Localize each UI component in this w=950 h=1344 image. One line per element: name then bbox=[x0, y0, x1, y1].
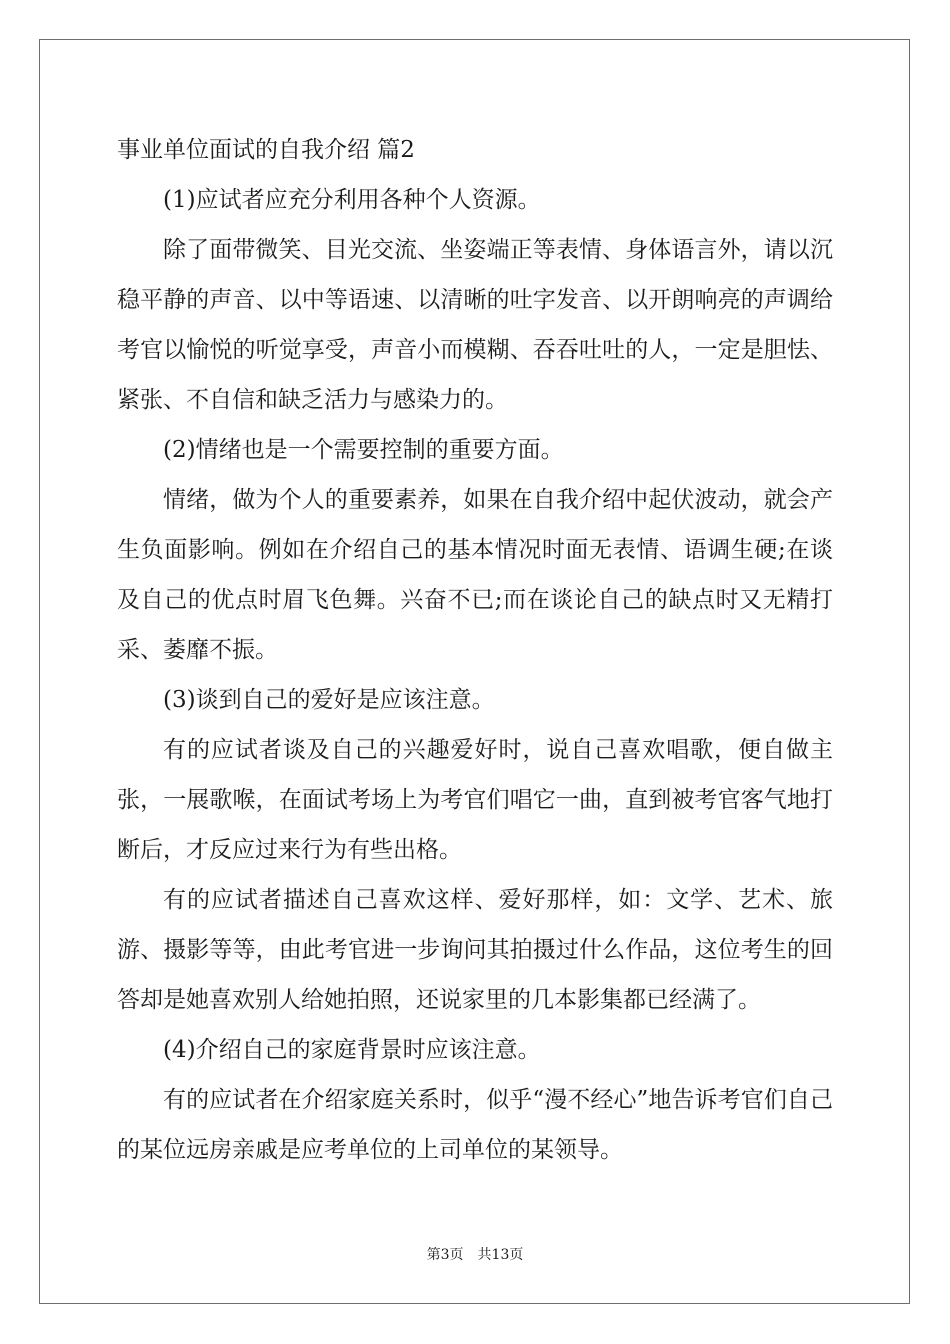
paragraph-7: 有的应试者描述自己喜欢这样、爱好那样，如：文学、艺术、旅游、摄影等等，由此考官进一步询问其拍摄过什么作品，这位考生的回答却是她喜欢别人给她拍照，还说家里的几本影集都已经满了。 bbox=[117, 887, 833, 1013]
paragraph-6: 有的应试者谈及自己的兴趣爱好时，说自己喜欢唱歌，便自做主张，一展歌喉，在面试考场上为考官们唱它一曲，直到被考官客气地打断后，才反应过来行为有些出格。 bbox=[117, 737, 833, 863]
paragraph-9: 有的应试者在介绍家庭关系时，似乎“漫不经心”地告诉考官们自己的某位远房亲戚是应考单位的上司单位的某领导。 bbox=[117, 1087, 833, 1163]
page-number-footer: 第3页 共13页 bbox=[426, 1247, 524, 1263]
paragraph-4: 情绪，做为个人的重要素养，如果在自我介绍中起伏波动，就会产生负面影响。例如在介绍自己的基本情况时面无表情、语调生硬;在谈及自己的优点时眉飞色舞。兴奋不已;而在谈论自己的缺点时又无精打采、萎靡不振。 bbox=[117, 487, 833, 663]
document-body bbox=[117, 125, 833, 1175]
paragraph-3: (2)情绪也是一个需要控制的重要方面。 bbox=[163, 437, 564, 463]
paragraph-5: (3)谈到自己的爱好是应该注意。 bbox=[163, 687, 495, 713]
paragraph-8: (4)介绍自己的家庭背景时应该注意。 bbox=[163, 1037, 541, 1063]
document-title: 事业单位面试的自我介绍 篇2 bbox=[117, 137, 415, 163]
paragraph-1: (1)应试者应充分利用各种个人资源。 bbox=[163, 187, 541, 213]
paragraph-2: 除了面带微笑、目光交流、坐姿端正等表情、身体语言外，请以沉稳平静的声音、以中等语速、以清晰的吐字发音、以开朗响亮的声调给考官以愉悦的听觉享受，声音小而模糊、吞吞吐吐的人，一定是胆怯、紧张、不自信和缺乏活力与感染力的。 bbox=[117, 237, 833, 413]
